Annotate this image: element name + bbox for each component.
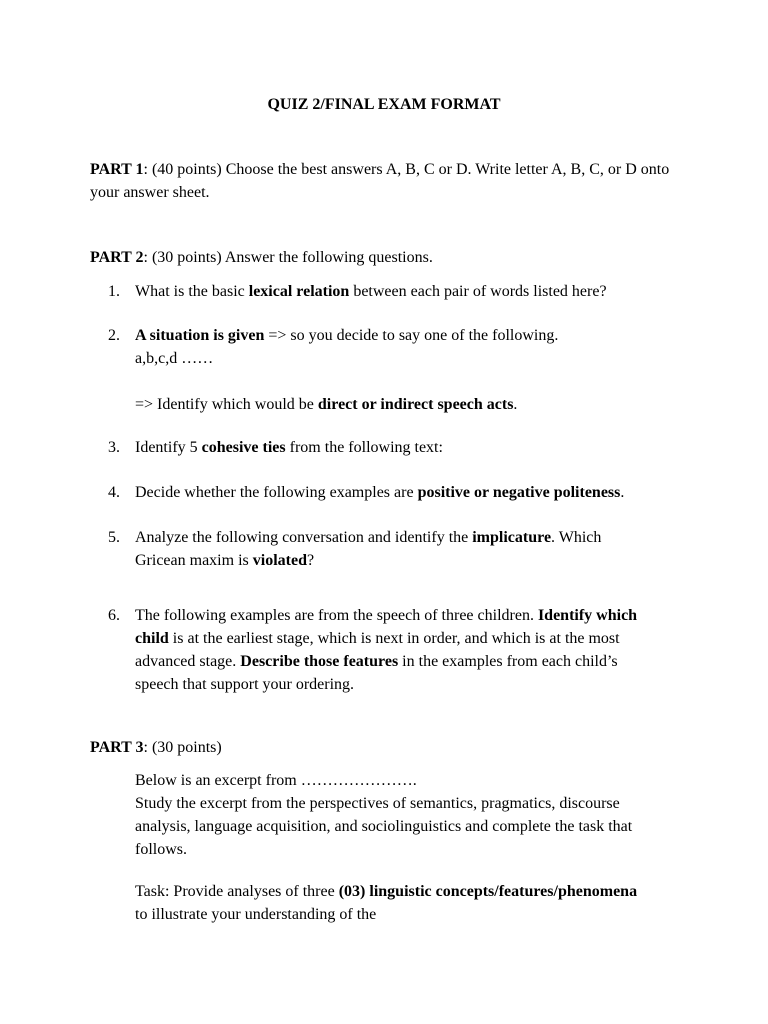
question-text-post: in the examples from each child’s speech that support your ordering. bbox=[135, 653, 618, 693]
question-text-pre: Identify 5 bbox=[135, 439, 202, 456]
question-text-pre: Analyze the following conversation and identify the bbox=[135, 529, 473, 546]
question-text-bold: cohesive ties bbox=[201, 439, 286, 456]
question-options-line: a,b,c,d …… bbox=[135, 350, 214, 367]
question-text-post: => so you decide to say one of the following. bbox=[264, 327, 559, 344]
excerpt-line: Below is an excerpt from …………………. bbox=[135, 772, 417, 789]
question-text-bold: A situation is given bbox=[135, 327, 265, 344]
question-text-bold: implicature bbox=[472, 529, 552, 546]
question-number: 4. bbox=[108, 484, 120, 501]
question-item-2 bbox=[108, 324, 688, 416]
question-text bbox=[135, 280, 688, 303]
question-text-post: from the following text: bbox=[285, 439, 443, 456]
question-text bbox=[135, 481, 688, 504]
question-item-5 bbox=[108, 526, 648, 572]
part1-text: : (40 points) Choose the best answers A, B, C or D. Write letter A, B, C, or D onto your answer sheet. bbox=[90, 161, 670, 201]
question-text-pre: What is the basic bbox=[135, 283, 249, 300]
part3-text: : (30 points) bbox=[143, 739, 222, 756]
study-instructions: Study the excerpt from the perspectives of semantics, pragmatics, discourse analysis, language acquisition, and sociolinguistics and complete the task that follows. bbox=[135, 795, 633, 858]
part3-paragraph bbox=[90, 736, 680, 759]
question-number: 2. bbox=[108, 327, 120, 344]
question-instruction-post: . bbox=[513, 396, 518, 413]
question-text-pre: Decide whether the following examples are bbox=[135, 484, 418, 501]
part1-paragraph bbox=[90, 158, 680, 204]
part2-text: : (30 points) Answer the following questions. bbox=[143, 249, 433, 266]
part3-label: PART 3 bbox=[90, 739, 144, 756]
question-item-6 bbox=[108, 604, 648, 696]
question-item-3 bbox=[108, 436, 688, 459]
question-text-post: ? bbox=[306, 552, 315, 569]
task-text-pre: Task: Provide analyses of three bbox=[135, 883, 339, 900]
part1-label: PART 1 bbox=[90, 161, 144, 178]
question-instruction-bold: direct or indirect speech acts bbox=[317, 396, 514, 413]
question-number: 6. bbox=[108, 607, 120, 624]
part2-paragraph bbox=[90, 246, 680, 269]
question-text-bold: lexical relation bbox=[248, 283, 350, 300]
question-number: 5. bbox=[108, 529, 120, 546]
question-text bbox=[135, 436, 688, 459]
question-text-post: . bbox=[620, 484, 625, 501]
question-number: 1. bbox=[108, 283, 120, 300]
question-number: 3. bbox=[108, 439, 120, 456]
question-item-4 bbox=[108, 481, 688, 504]
question-text-pre: The following examples are from the speech of three children. bbox=[135, 607, 538, 624]
question-text-bold: positive or negative politeness bbox=[417, 484, 621, 501]
task-text-bold: (03) linguistic concepts/features/phenomena bbox=[338, 883, 638, 900]
question-instruction-pre: => Identify which would be bbox=[135, 396, 318, 413]
question-text-post: between each pair of words listed here? bbox=[349, 283, 607, 300]
question-text bbox=[135, 324, 688, 416]
part3-body bbox=[135, 769, 675, 861]
question-item-1 bbox=[108, 280, 688, 303]
question-text-bold-2: violated bbox=[252, 552, 307, 569]
question-text bbox=[135, 526, 648, 572]
part2-label: PART 2 bbox=[90, 249, 144, 266]
question-text bbox=[135, 604, 648, 696]
task-text-post: to illustrate your understanding of the bbox=[135, 906, 377, 923]
question-text-bold: Identify which child bbox=[135, 607, 638, 647]
question-text-bold-2: Describe those features bbox=[240, 653, 399, 670]
page-title: QUIZ 2/FINAL EXAM FORMAT bbox=[267, 96, 501, 113]
part3-task bbox=[135, 880, 645, 926]
question-text-mid: is at the earliest stage, which is next in order, and which is at the most advanced stage. bbox=[135, 630, 620, 670]
question-text-mid: . Which Gricean maxim is bbox=[135, 529, 602, 569]
